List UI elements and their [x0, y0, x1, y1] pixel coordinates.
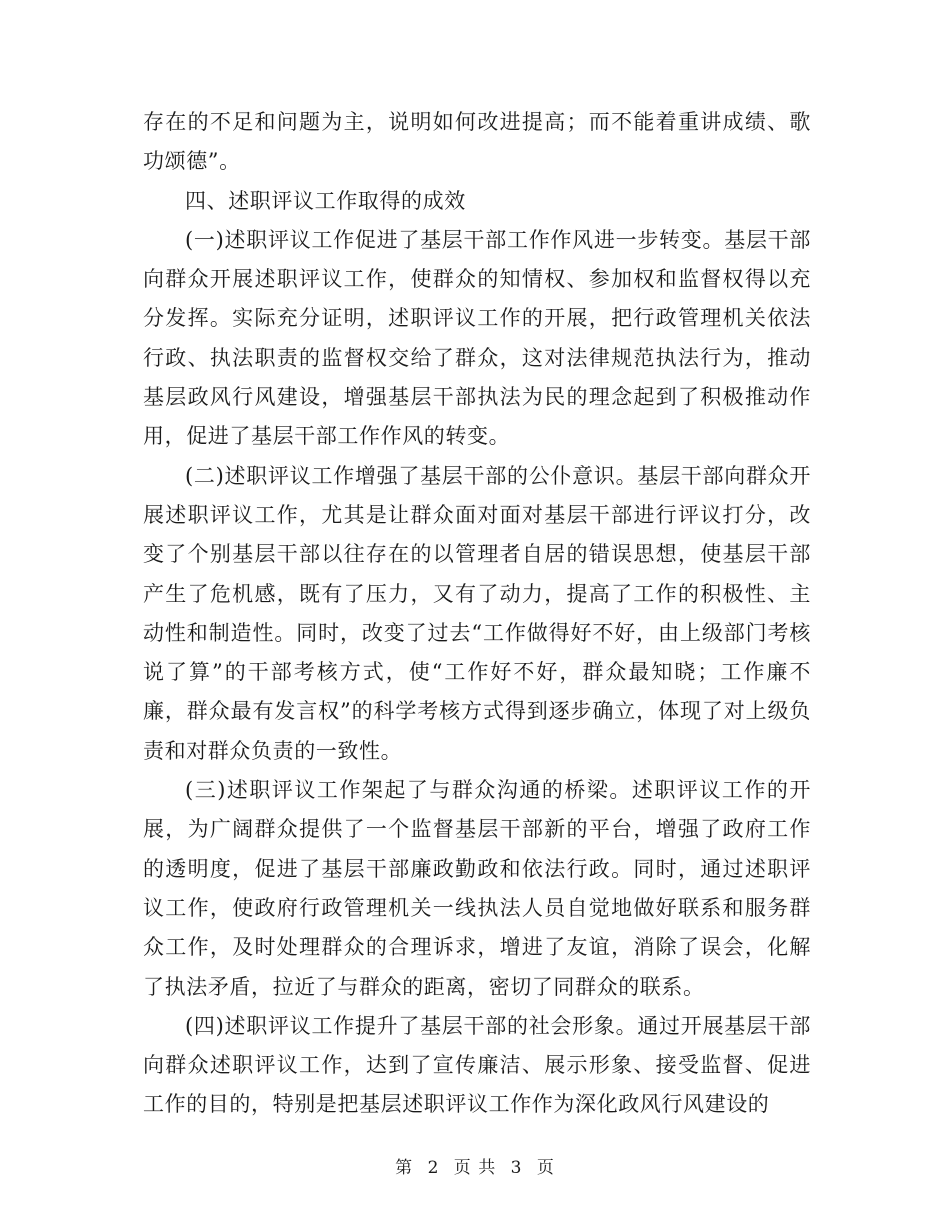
section-heading: 四、述职评议工作取得的成效	[185, 188, 466, 213]
paragraph-4: (四)述职评议工作提升了基层干部的社会形象。通过开展基层干部向群众述职评议工作，达到了宣传廉洁、展示形象、接受监督、促进工作的目的，特别是把基层述职评议工作作为深化政风行风建设的	[143, 1013, 811, 1117]
paragraph-2: (二)述职评议工作增强了基层干部的公仆意识。基层干部向群众开展述职评议工作，尤其是让群众面对面对基层干部进行评议打分，改变了个别基层干部以往存在的以管理者自居的错误思想，使基层干部产生了危机感，既有了压力，又有了动力，提高了工作的积极性、主动性和制造性。同时，改变了过去“工作做得好不好，由上级部门考核说了算”的干部考核方式，使“工作好不好，群众最知晓；工作廉不廉，群众最有发言权”的科学考核方式得到逐步确立，体现了对上级负责和对群众负责的一致性。	[143, 463, 811, 763]
footer-suffix: 页	[536, 1158, 555, 1178]
paragraph-continuation: 存在的不足和问题为主，说明如何改进提高；而不能着重讲成绩、歌功颂德”。	[143, 110, 811, 174]
document-body	[143, 103, 811, 1125]
footer-page-number: 2	[427, 1158, 440, 1178]
footer-middle: 页 共	[453, 1158, 497, 1178]
footer-total-pages: 3	[510, 1158, 523, 1178]
footer-prefix: 第	[395, 1158, 414, 1178]
paragraph-1: (一)述职评议工作促进了基层干部工作作风进一步转变。基层干部向群众开展述职评议工作，使群众的知情权、参加权和监督权得以充分发挥。实际充分证明，述职评议工作的开展，把行政管理机关依法行政、执法职责的监督权交给了群众，这对法律规范执法行为，推动基层政风行风建设，增强基层干部执法为民的理念起到了积极推动作用，促进了基层干部工作作风的转变。	[143, 227, 811, 449]
page-footer	[0, 1153, 950, 1178]
paragraph-3: (三)述职评议工作架起了与群众沟通的桥梁。述职评议工作的开展，为广阔群众提供了一个监督基层干部新的平台，增强了政府工作的透明度，促进了基层干部廉政勤政和依法行政。同时，通过述职评议工作，使政府行政管理机关一线执法人员自觉地做好联系和服务群众工作，及时处理群众的合理诉求，增进了友谊，消除了误会，化解了执法矛盾，拉近了与群众的距离，密切了同群众的联系。	[143, 778, 811, 999]
